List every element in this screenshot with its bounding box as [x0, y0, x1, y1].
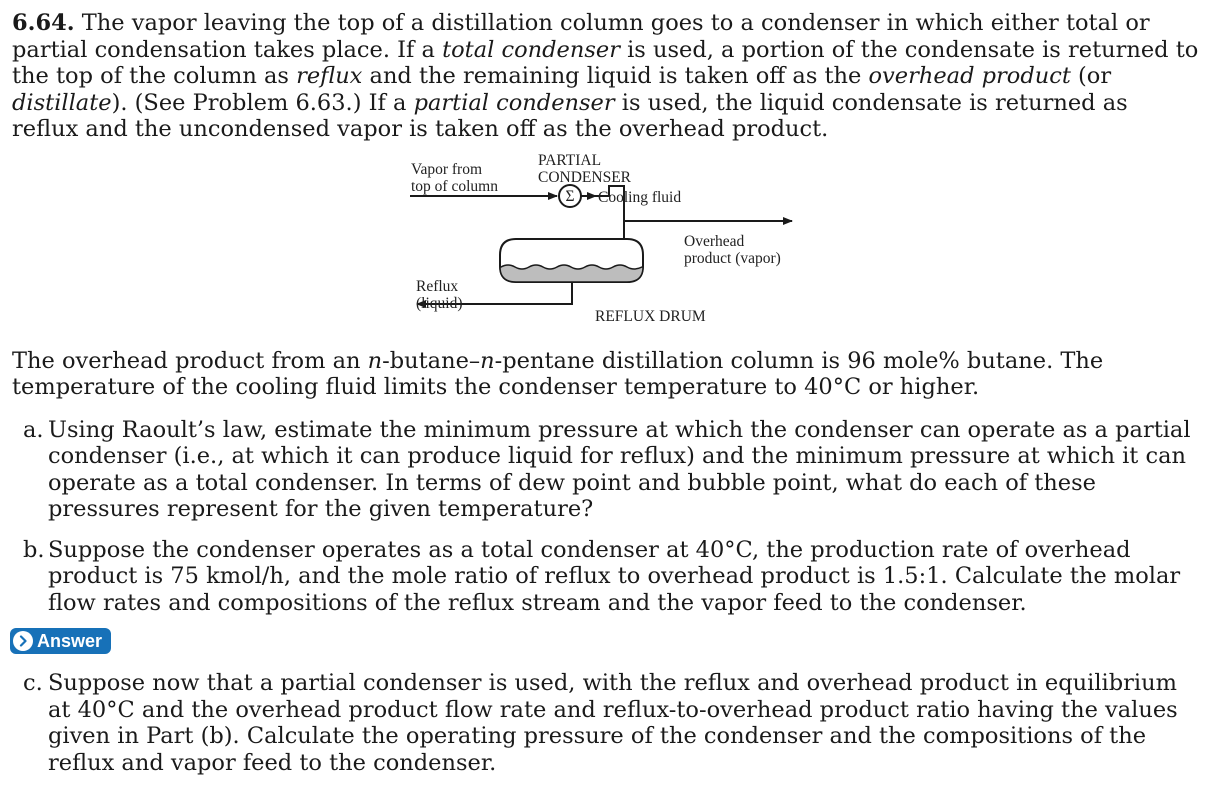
italic-n: n: [367, 347, 383, 374]
overhead-vapor-line: [624, 221, 792, 227]
question-text: Suppose the condenser operates as a total condenser at 40°C, the production rate of overhead product is 75 kmol/h, and the mole ratio of reflux to overhead product is 1.5:1. Calculate the molar flow rates and compositions of the reflux stream and the vapor feed to the condenser.: [48, 536, 1181, 616]
top-of-column-label: top of column: [411, 177, 498, 195]
reflux-label: Reflux: [416, 277, 459, 295]
chevron-right-icon: [13, 631, 33, 651]
exchanger-symbol: Σ: [565, 187, 575, 205]
problem-page: [12, 10, 1200, 790]
italic-n: n: [480, 347, 495, 374]
question-label: a.: [23, 416, 44, 443]
term-reflux: reflux: [296, 63, 363, 89]
statement-text: -butane–: [382, 347, 481, 374]
intro-text: is used, a portion of the condensate is returned to the top of the column as: [12, 36, 1199, 89]
answer-button[interactable]: [10, 628, 111, 654]
intro-text: (or: [1070, 63, 1112, 89]
question-text: Suppose now that a partial condenser is used, with the reflux and overhead product in equilibrium at 40°C and the overhead product flow rate and reflux-to-overhead product ratio having the values given in Part (b). Calculate the operating pressure of the condenser and the compositions of the reflux and vapor feed to the condenser.: [48, 670, 1178, 776]
reflux-drum-label: REFLUX DRUM: [595, 307, 706, 325]
question-list: [12, 417, 1200, 777]
problem-number: 6.64.: [12, 10, 75, 36]
term-overhead-product: overhead product: [868, 63, 1071, 89]
term-total-condenser: total condenser: [442, 36, 620, 63]
question-item-c: [12, 670, 1200, 776]
condenser-label: CONDENSER: [538, 168, 632, 186]
statement-text: The overhead product from an: [12, 347, 368, 374]
question-item-a: [12, 417, 1200, 523]
answer-button-label: Answer: [37, 630, 103, 651]
intro-text: is used, the liquid condensate is returned as reflux and the uncondensed vapor is taken off as the overhead product.: [12, 89, 1128, 142]
problem-intro: [12, 10, 1200, 143]
intro-text: and the remaining liquid is taken off as the: [362, 63, 869, 89]
statement-text: -pentane distillation column is 96 mole% butane. The temperature of the cooling fluid limits the condenser temperature to 40°C or higher.: [12, 347, 1104, 400]
question-label: b.: [23, 536, 45, 563]
problem-statement: [12, 348, 1200, 401]
liquid-label: (liquid): [416, 294, 463, 312]
intro-text: ). (See Problem 6.63.) If a: [111, 89, 414, 116]
partial-label: PARTIAL: [538, 151, 602, 169]
question-label: c.: [23, 670, 43, 696]
question-text: Using Raoult’s law, estimate the minimum pressure at which the condenser can operate as a partial condenser (i.e., at which it can produce liquid for reflux) and the minimum pressure at which it can operate as a total condenser. In terms of dew point and bubble point, what do each of these pressures represent for the given temperature?: [48, 416, 1191, 522]
vapor-from-label: Vapor from: [411, 160, 483, 178]
condenser-diagram: [12, 149, 1200, 344]
term-partial-condenser: partial condenser: [413, 89, 615, 116]
term-distillate: distillate: [12, 89, 112, 116]
overhead-label: Overhead: [684, 232, 745, 250]
intro-text: The vapor leaving the top of a distillation column goes to a condenser in which either total or partial condensation takes place. If a: [12, 10, 1150, 63]
product-vapor-label: product (vapor): [684, 249, 781, 267]
question-item-b: [12, 537, 1200, 617]
cooling-fluid-label: Cooling fluid: [598, 188, 682, 206]
